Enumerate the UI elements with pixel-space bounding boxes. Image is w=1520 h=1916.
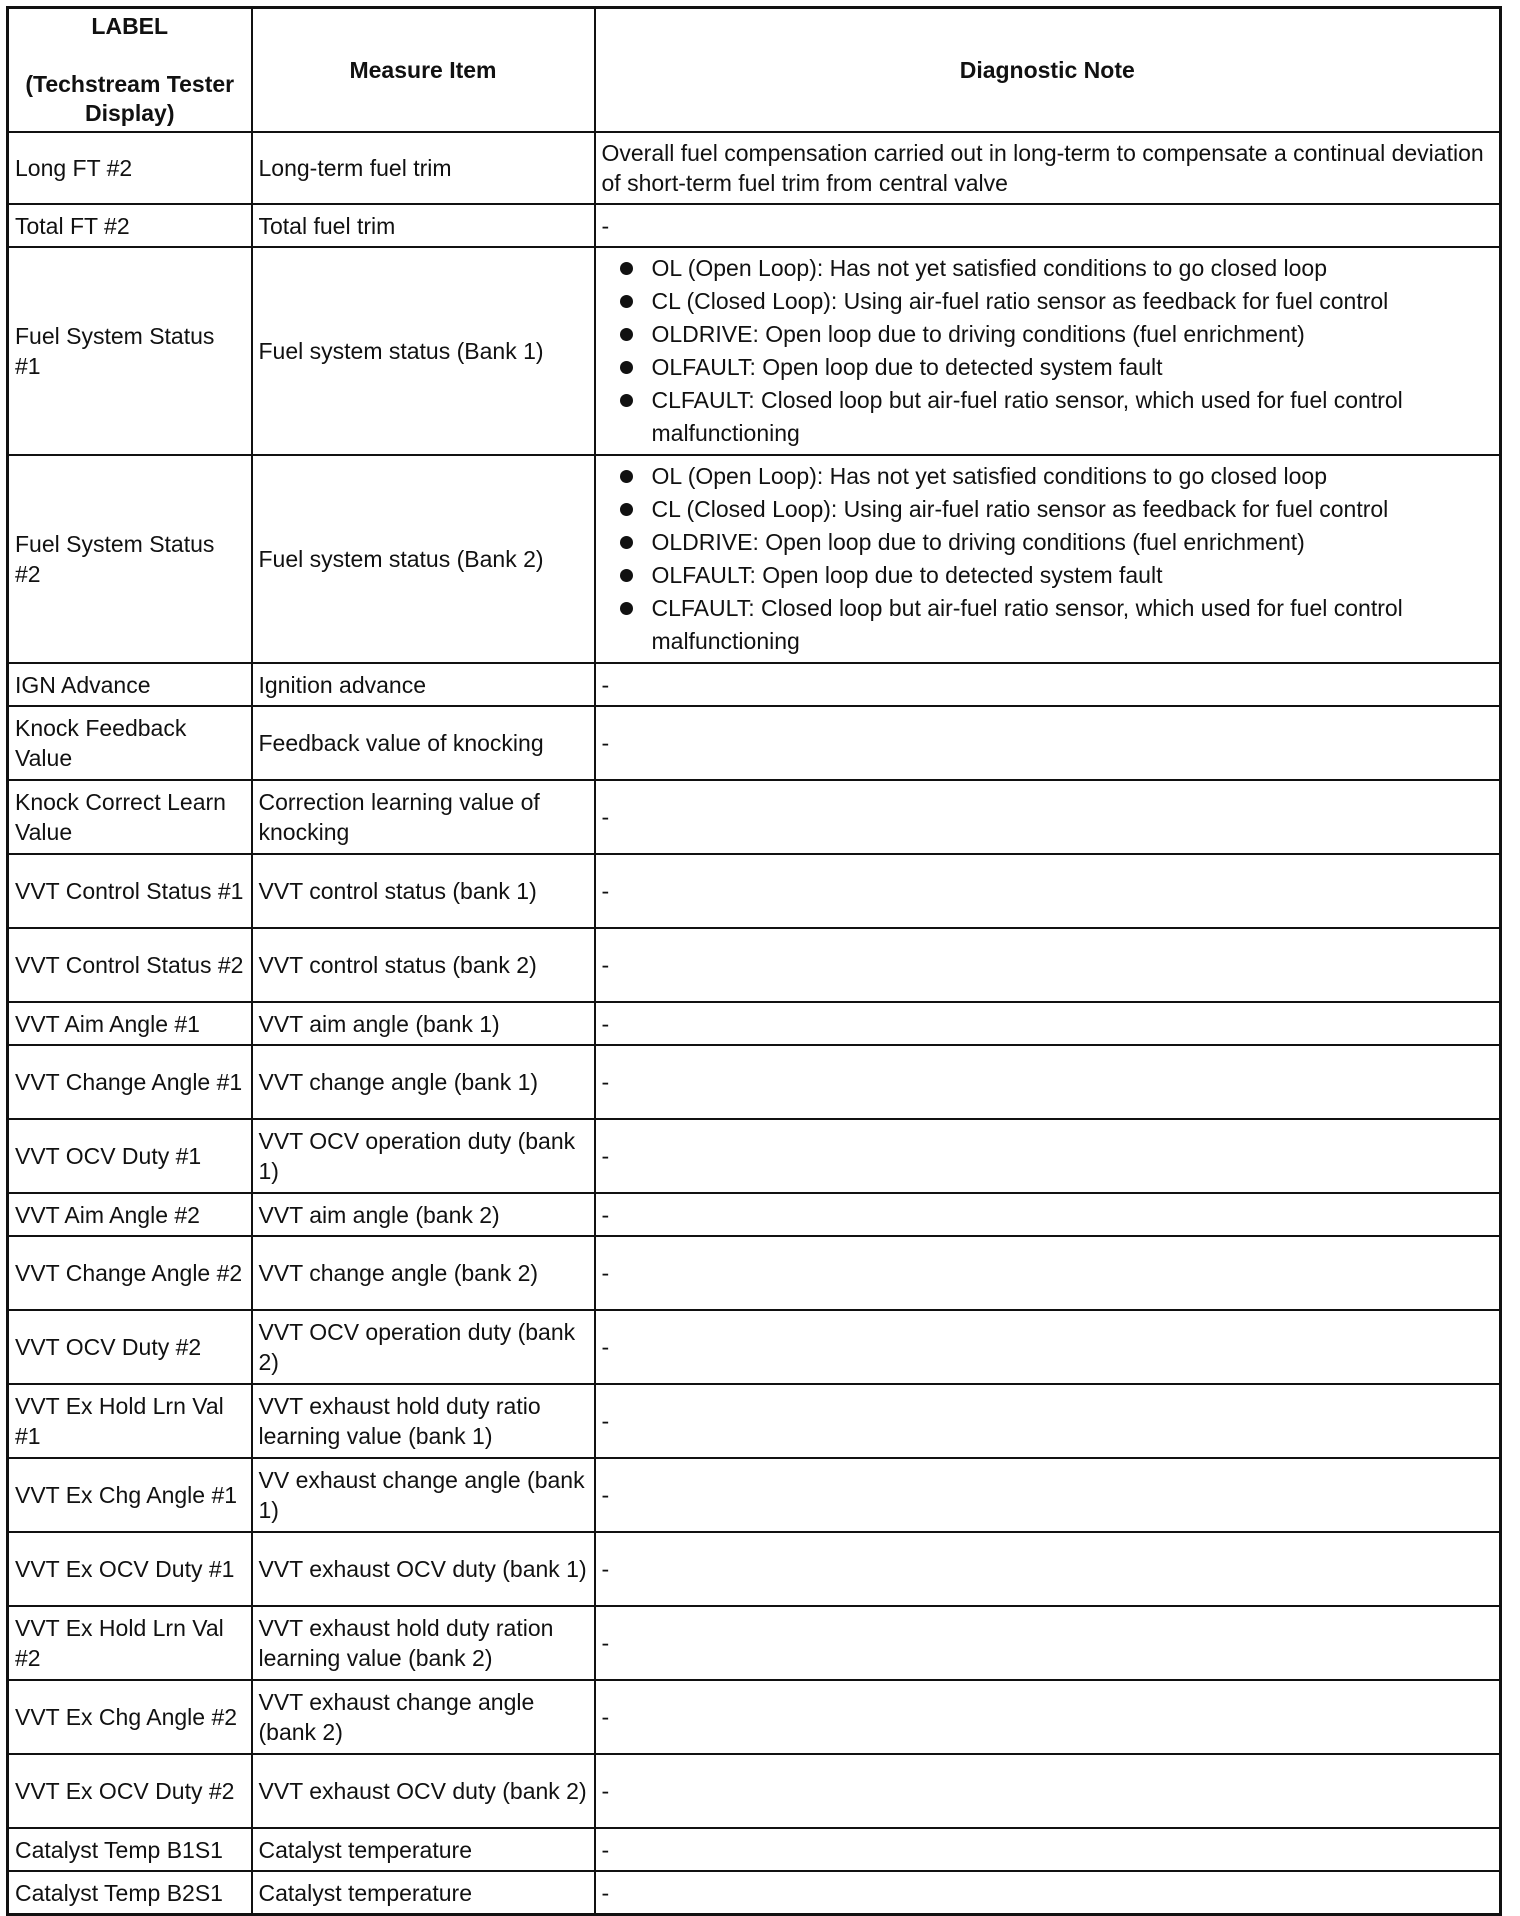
- bullet-icon: [620, 536, 633, 549]
- table-row: [8, 1754, 1501, 1828]
- bullet-text: CLFAULT: Closed loop but air-fuel ratio sensor, which used for fuel control malfunctioning: [651, 595, 1403, 654]
- bullet-text: CL (Closed Loop): Using air-fuel ratio sensor as feedback for fuel control: [651, 288, 1389, 314]
- table-row: [8, 1532, 1501, 1606]
- cell-measure-item: Ignition advance: [252, 663, 595, 706]
- cell-diagnostic-note: -: [595, 1458, 1501, 1532]
- table-row: [8, 1236, 1501, 1310]
- cell-diagnostic-note: -: [595, 1236, 1501, 1310]
- cell-label: VVT Change Angle #2: [8, 1236, 252, 1310]
- cell-diagnostic-note: -: [595, 1384, 1501, 1458]
- cell-label: Knock Feedback Value: [8, 706, 252, 780]
- cell-label: Catalyst Temp B2S1: [8, 1871, 252, 1915]
- header-label-line1: LABEL: [91, 13, 169, 39]
- table-row: [8, 1606, 1501, 1680]
- cell-measure-item: VVT exhaust hold duty ration learning value (bank 2): [252, 1606, 595, 1680]
- cell-measure-item: VVT exhaust OCV duty (bank 2): [252, 1754, 595, 1828]
- cell-label: VVT Ex Chg Angle #2: [8, 1680, 252, 1754]
- bullet-text: CL (Closed Loop): Using air-fuel ratio sensor as feedback for fuel control: [651, 496, 1389, 522]
- table-body: [8, 132, 1501, 1915]
- header-label: [8, 8, 252, 133]
- bullet-text: CLFAULT: Closed loop but air-fuel ratio sensor, which used for fuel control malfunctioning: [651, 387, 1403, 446]
- cell-measure-item: Feedback value of knocking: [252, 706, 595, 780]
- note-bullet-list: [602, 460, 1494, 658]
- table-row: [8, 1871, 1501, 1915]
- table-row: [8, 1458, 1501, 1532]
- cell-diagnostic-note: -: [595, 1002, 1501, 1045]
- header-label-line2: (Techstream Tester: [25, 71, 235, 97]
- cell-diagnostic-note: -: [595, 706, 1501, 780]
- table-row: [8, 780, 1501, 854]
- cell-label: Catalyst Temp B1S1: [8, 1828, 252, 1871]
- cell-measure-item: VVT change angle (bank 2): [252, 1236, 595, 1310]
- cell-measure-item: VVT aim angle (bank 2): [252, 1193, 595, 1236]
- cell-diagnostic-note: -: [595, 1828, 1501, 1871]
- cell-diagnostic-note: -: [595, 663, 1501, 706]
- cell-label: VVT Control Status #1: [8, 854, 252, 928]
- cell-label: Total FT #2: [8, 204, 252, 247]
- list-item: [616, 460, 1494, 493]
- table-row: [8, 1193, 1501, 1236]
- bullet-icon: [620, 569, 633, 582]
- list-item: [616, 384, 1494, 450]
- cell-measure-item: Total fuel trim: [252, 204, 595, 247]
- cell-measure-item: VV exhaust change angle (bank 1): [252, 1458, 595, 1532]
- cell-diagnostic-note: -: [595, 1680, 1501, 1754]
- cell-measure-item: VVT OCV operation duty (bank 1): [252, 1119, 595, 1193]
- table-row: [8, 1680, 1501, 1754]
- cell-diagnostic-note: [595, 247, 1501, 455]
- table-row: [8, 1119, 1501, 1193]
- header-diagnostic-note: Diagnostic Note: [595, 8, 1501, 133]
- table-row: [8, 1045, 1501, 1119]
- cell-diagnostic-note: -: [595, 854, 1501, 928]
- table-row: [8, 247, 1501, 455]
- table-row: [8, 928, 1501, 1002]
- bullet-text: OLDRIVE: Open loop due to driving conditions (fuel enrichment): [651, 321, 1305, 347]
- cell-measure-item: VVT exhaust OCV duty (bank 1): [252, 1532, 595, 1606]
- cell-label: VVT Ex Chg Angle #1: [8, 1458, 252, 1532]
- cell-measure-item: Fuel system status (Bank 1): [252, 247, 595, 455]
- cell-diagnostic-note: -: [595, 928, 1501, 1002]
- cell-measure-item: VVT exhaust change angle (bank 2): [252, 1680, 595, 1754]
- cell-label: VVT OCV Duty #1: [8, 1119, 252, 1193]
- list-item: [616, 592, 1494, 658]
- cell-measure-item: VVT control status (bank 2): [252, 928, 595, 1002]
- table-row: [8, 1310, 1501, 1384]
- cell-diagnostic-note: Overall fuel compensation carried out in long-term to compensate a continual deviation of short-term fuel trim from central valve: [595, 132, 1501, 204]
- data-list-table-container: [6, 6, 1502, 1916]
- cell-diagnostic-note: -: [595, 1310, 1501, 1384]
- cell-measure-item: Fuel system status (Bank 2): [252, 455, 595, 663]
- cell-measure-item: Catalyst temperature: [252, 1828, 595, 1871]
- cell-diagnostic-note: -: [595, 780, 1501, 854]
- cell-measure-item: VVT aim angle (bank 1): [252, 1002, 595, 1045]
- cell-diagnostic-note: -: [595, 1193, 1501, 1236]
- cell-label: Fuel System Status #1: [8, 247, 252, 455]
- cell-measure-item: Long-term fuel trim: [252, 132, 595, 204]
- bullet-icon: [620, 503, 633, 516]
- note-bullet-list: [602, 252, 1494, 450]
- cell-label: VVT Ex OCV Duty #1: [8, 1532, 252, 1606]
- bullet-icon: [620, 262, 633, 275]
- cell-diagnostic-note: -: [595, 1119, 1501, 1193]
- cell-label: VVT Change Angle #1: [8, 1045, 252, 1119]
- bullet-icon: [620, 328, 633, 341]
- cell-measure-item: Catalyst temperature: [252, 1871, 595, 1915]
- cell-measure-item: VVT change angle (bank 1): [252, 1045, 595, 1119]
- bullet-icon: [620, 295, 633, 308]
- list-item: [616, 351, 1494, 384]
- list-item: [616, 252, 1494, 285]
- table-row: [8, 1002, 1501, 1045]
- list-item: [616, 318, 1494, 351]
- cell-label: Fuel System Status #2: [8, 455, 252, 663]
- table-header-row: [8, 8, 1501, 133]
- cell-label: IGN Advance: [8, 663, 252, 706]
- cell-diagnostic-note: [595, 455, 1501, 663]
- bullet-icon: [620, 394, 633, 407]
- cell-diagnostic-note: -: [595, 1871, 1501, 1915]
- cell-diagnostic-note: -: [595, 204, 1501, 247]
- data-list-table: [6, 6, 1502, 1916]
- table-row: [8, 663, 1501, 706]
- list-item: [616, 285, 1494, 318]
- bullet-icon: [620, 602, 633, 615]
- cell-diagnostic-note: -: [595, 1532, 1501, 1606]
- cell-label: Long FT #2: [8, 132, 252, 204]
- bullet-text: OLFAULT: Open loop due to detected system fault: [651, 354, 1163, 380]
- cell-measure-item: Correction learning value of knocking: [252, 780, 595, 854]
- cell-measure-item: VVT exhaust hold duty ratio learning value (bank 1): [252, 1384, 595, 1458]
- bullet-text: OLFAULT: Open loop due to detected system fault: [651, 562, 1163, 588]
- cell-diagnostic-note: -: [595, 1606, 1501, 1680]
- cell-measure-item: VVT OCV operation duty (bank 2): [252, 1310, 595, 1384]
- cell-label: VVT Aim Angle #1: [8, 1002, 252, 1045]
- bullet-icon: [620, 470, 633, 483]
- cell-label: VVT OCV Duty #2: [8, 1310, 252, 1384]
- cell-diagnostic-note: -: [595, 1045, 1501, 1119]
- table-row: [8, 455, 1501, 663]
- cell-measure-item: VVT control status (bank 1): [252, 854, 595, 928]
- cell-label: Knock Correct Learn Value: [8, 780, 252, 854]
- header-measure-item: Measure Item: [252, 8, 595, 133]
- table-row: [8, 1384, 1501, 1458]
- table-row: [8, 706, 1501, 780]
- list-item: [616, 559, 1494, 592]
- bullet-text: OL (Open Loop): Has not yet satisfied conditions to go closed loop: [651, 255, 1327, 281]
- bullet-text: OLDRIVE: Open loop due to driving conditions (fuel enrichment): [651, 529, 1305, 555]
- cell-label: VVT Ex Hold Lrn Val #2: [8, 1606, 252, 1680]
- table-row: [8, 854, 1501, 928]
- bullet-icon: [620, 361, 633, 374]
- table-row: [8, 132, 1501, 204]
- cell-label: VVT Ex Hold Lrn Val #1: [8, 1384, 252, 1458]
- bullet-text: OL (Open Loop): Has not yet satisfied conditions to go closed loop: [651, 463, 1327, 489]
- table-row: [8, 1828, 1501, 1871]
- cell-diagnostic-note: -: [595, 1754, 1501, 1828]
- list-item: [616, 526, 1494, 559]
- cell-label: VVT Aim Angle #2: [8, 1193, 252, 1236]
- list-item: [616, 493, 1494, 526]
- cell-label: VVT Ex OCV Duty #2: [8, 1754, 252, 1828]
- cell-label: VVT Control Status #2: [8, 928, 252, 1002]
- header-label-line3: Display): [85, 100, 175, 126]
- table-row: [8, 204, 1501, 247]
